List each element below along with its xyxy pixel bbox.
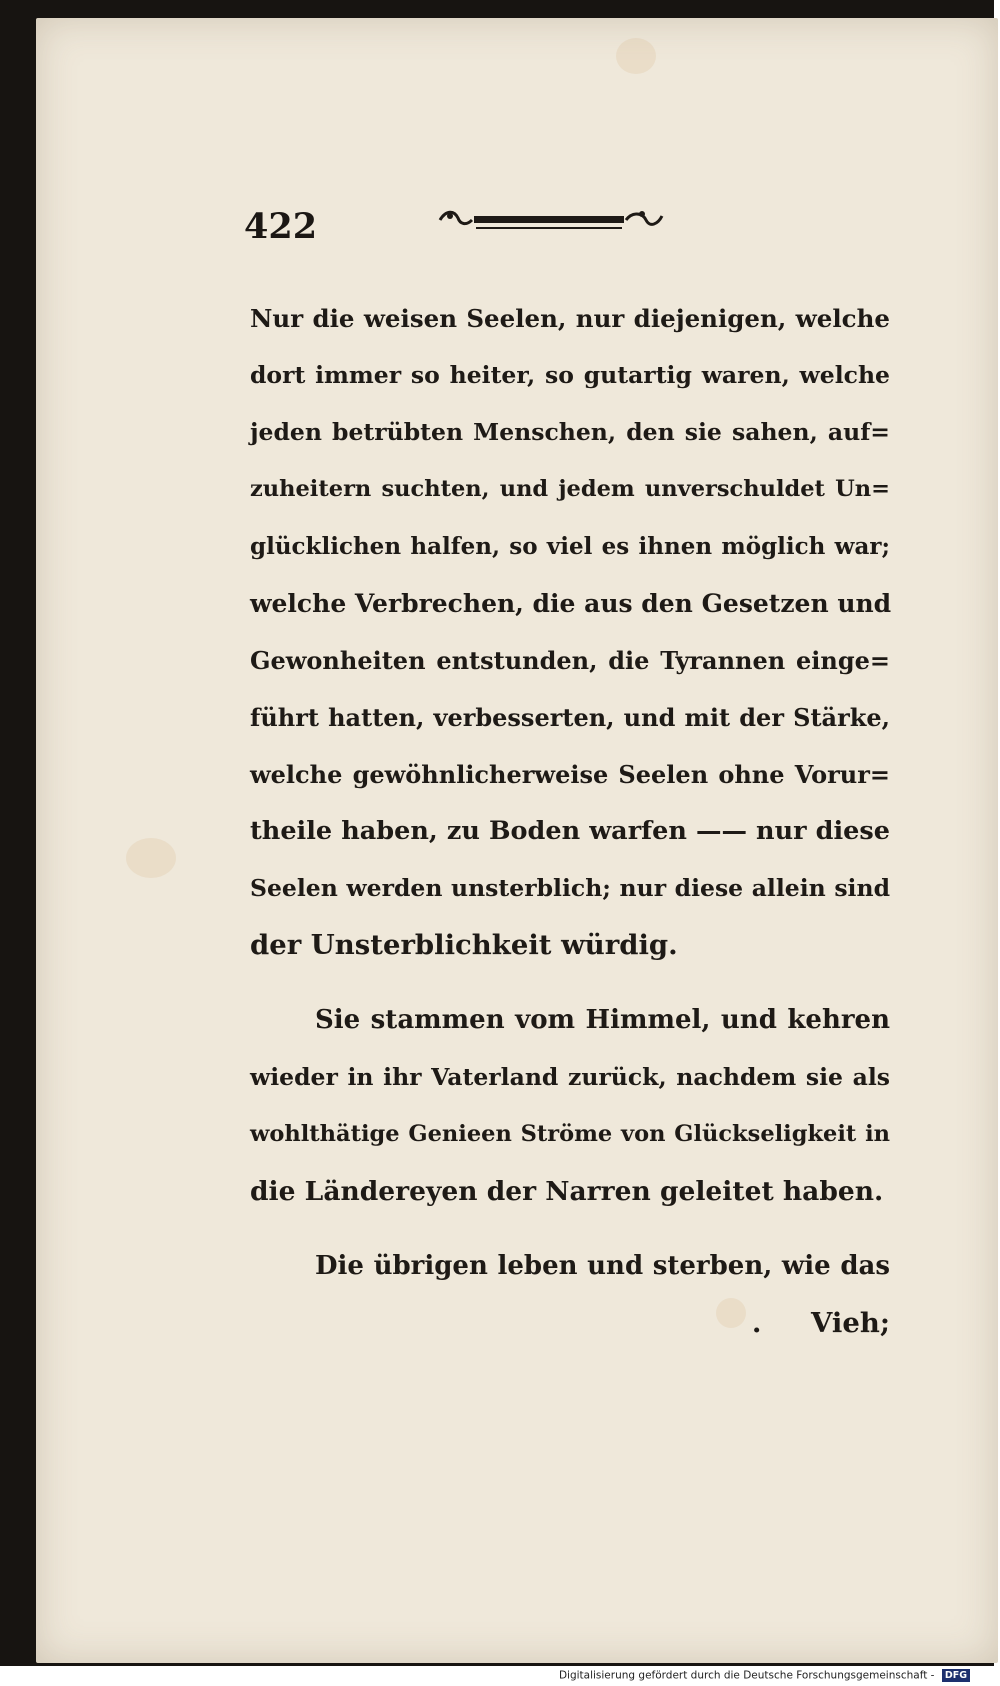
text-line: wohlthätige Genieen Ströme von Glückseligkeit in bbox=[250, 1121, 890, 1147]
text-line: der Unsterblichkeit würdig. bbox=[250, 929, 678, 961]
text-line: Nur die weisen Seelen, nur diejenigen, welche bbox=[250, 304, 890, 333]
page-number: 422 bbox=[244, 206, 318, 247]
page-header bbox=[244, 202, 894, 252]
text-line: theile haben, zu Boden warfen —— nur diese bbox=[250, 816, 890, 846]
text-line: welche gewöhnlicherweise Seelen ohne Vorur= bbox=[250, 760, 890, 789]
catchword bbox=[250, 1295, 890, 1352]
text-line: wieder in ihr Vaterland zurück, nachdem sie als bbox=[250, 1063, 890, 1091]
text-line: zuheitern suchten, und jedem unverschuldet Un= bbox=[250, 476, 890, 502]
paper-stain bbox=[616, 38, 656, 74]
catchword-mark: . bbox=[751, 1307, 762, 1339]
text-line: welche Verbrechen, die aus den Gesetzen und bbox=[250, 589, 892, 618]
paper-stain bbox=[126, 838, 176, 878]
text-line: führt hatten, verbesserten, und mit der Stärke, bbox=[250, 703, 890, 732]
text-line: Seelen werden unsterblich; nur diese allein sind bbox=[250, 874, 890, 902]
body-text bbox=[250, 290, 890, 1352]
text-line: die Ländereyen der Narren geleitet haben. bbox=[250, 1176, 884, 1207]
text-line: Gewonheiten entstunden, die Tyrannen einge= bbox=[250, 646, 890, 675]
text-line: Sie stammen vom Himmel, und kehren bbox=[315, 1005, 890, 1035]
catchword-text: Vieh; bbox=[811, 1307, 890, 1339]
dfg-logo-icon: DFG bbox=[942, 1669, 970, 1682]
rule-ornament-icon bbox=[436, 202, 666, 238]
paragraph bbox=[250, 1238, 890, 1295]
text-line: jeden betrübten Menschen, den sie sahen, auf= bbox=[250, 418, 890, 446]
text-line: Die übrigen leben und sterben, wie das bbox=[315, 1251, 890, 1281]
text-line: dort immer so heiter, so gutartig waren, welche bbox=[250, 361, 890, 389]
paragraph bbox=[250, 992, 890, 1220]
paragraph bbox=[250, 290, 890, 974]
credit-text: Digitalisierung gefördert durch die Deutsche Forschungsgemeinschaft - bbox=[558, 1669, 935, 1682]
digitization-credit bbox=[559, 1669, 970, 1682]
text-line: glücklichen halfen, so viel es ihnen möglich war; bbox=[250, 533, 890, 560]
